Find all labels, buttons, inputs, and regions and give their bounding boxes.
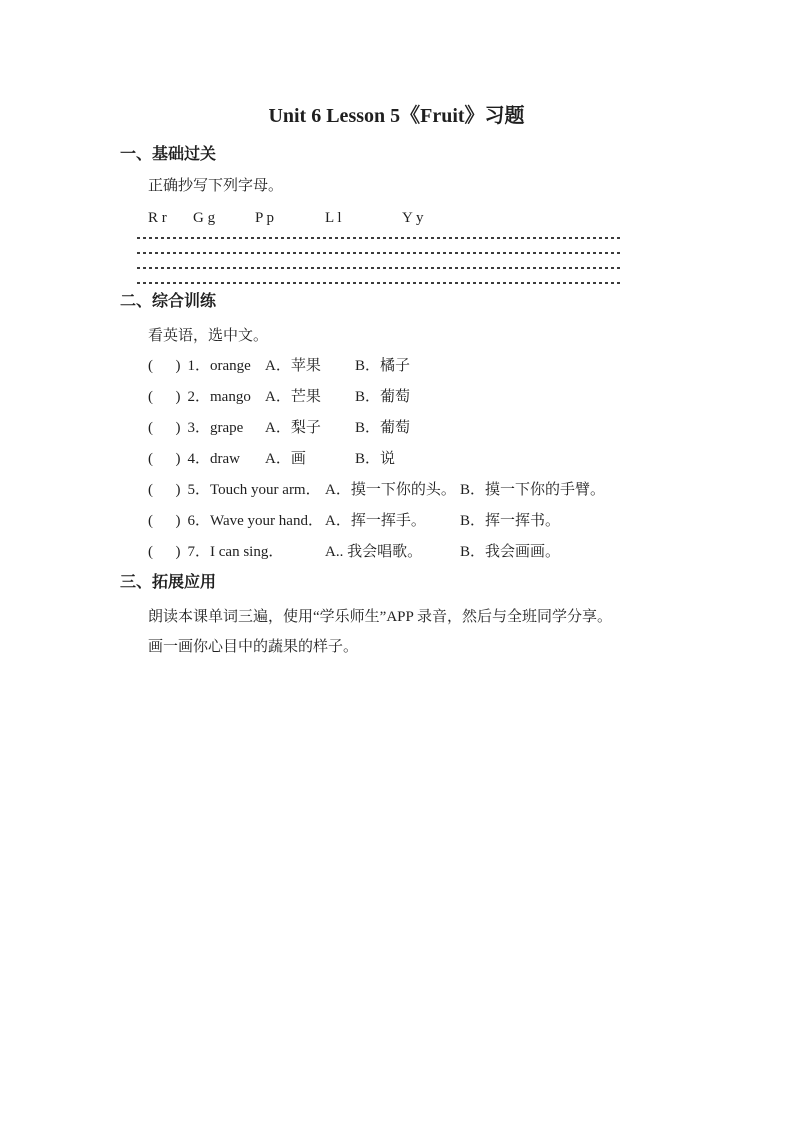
writing-lines (137, 237, 623, 284)
extension-task-record: 朗读本课单词三遍，使用“学乐师生”APP 录音，然后与全班同学分享。 (148, 609, 613, 625)
question-english: orange (210, 358, 251, 374)
question-english: Touch your arm． (210, 482, 321, 498)
answer-blank: ( ) (148, 451, 181, 467)
option-a: A．芒果 (265, 389, 321, 405)
option-b: B．葡萄 (355, 420, 411, 436)
letter-pair: R r (148, 210, 167, 226)
writing-line (137, 252, 623, 254)
question-english: grape (210, 420, 244, 436)
answer-blank: ( ) (148, 358, 181, 374)
letter-pair: Y y (402, 210, 424, 226)
option-a: A．摸一下你的头。 (325, 482, 456, 498)
option-b: B．橘子 (355, 358, 411, 374)
question-row (148, 511, 793, 542)
letter-pair: P p (255, 210, 275, 226)
question-row (148, 356, 793, 387)
answer-blank: ( ) (148, 389, 181, 405)
question-number: 7． (187, 544, 211, 560)
option-a: A．画 (265, 451, 306, 467)
answer-blank: ( ) (148, 544, 181, 560)
question-number: 2． (187, 389, 211, 405)
answer-blank: ( ) (148, 420, 181, 436)
letter-pairs-row (148, 208, 793, 228)
question-stem (148, 480, 325, 500)
question-row (148, 387, 793, 418)
option-b: B．摸一下你的手臂。 (460, 482, 606, 498)
option-b: B．葡萄 (355, 389, 411, 405)
question-stem (148, 418, 265, 438)
question-english: mango (210, 389, 251, 405)
question-stem (148, 387, 265, 407)
question-number: 1． (187, 358, 211, 374)
option-a: A．苹果 (265, 358, 321, 374)
question-row (148, 542, 793, 573)
letter-pair: G g (193, 210, 216, 226)
question-number: 5． (187, 482, 211, 498)
option-a: A．挥一挥手。 (325, 513, 426, 529)
question-stem (148, 542, 325, 562)
question-row (148, 418, 793, 449)
question-stem (148, 449, 265, 469)
writing-line (137, 282, 623, 284)
choose-chinese-instruction: 看英语，选中文。 (148, 328, 269, 344)
question-english: I can sing． (210, 544, 284, 560)
answer-blank: ( ) (148, 513, 181, 529)
section-3-heading: 三、拓展应用 (120, 574, 217, 591)
option-a: A．梨子 (265, 420, 321, 436)
question-number: 4． (187, 451, 211, 467)
option-b: B．我会画画。 (460, 544, 561, 560)
option-a: A.. 我会唱歌。 (325, 544, 423, 560)
question-stem (148, 511, 325, 531)
extension-task-draw: 画一画你心目中的蔬果的样子。 (148, 639, 359, 655)
question-row (148, 480, 793, 511)
question-number: 6． (187, 513, 211, 529)
copy-letters-instruction: 正确抄写下列字母。 (148, 178, 284, 194)
letter-pair: L l (325, 210, 342, 226)
section-2-heading: 二、综合训练 (120, 293, 217, 310)
answer-blank: ( ) (148, 482, 181, 498)
page-title: Unit 6 Lesson 5《Fruit》习题 (268, 105, 525, 127)
option-b: B．挥一挥书。 (460, 513, 561, 529)
writing-line (137, 267, 623, 269)
section-1-heading: 一、基础过关 (120, 146, 217, 163)
option-b: B．说 (355, 451, 396, 467)
question-english: Wave your hand． (210, 513, 323, 529)
question-stem (148, 356, 265, 376)
question-row (148, 449, 793, 480)
writing-line (137, 237, 623, 239)
question-english: draw (210, 451, 241, 467)
question-number: 3． (187, 420, 211, 436)
question-list (0, 356, 793, 573)
